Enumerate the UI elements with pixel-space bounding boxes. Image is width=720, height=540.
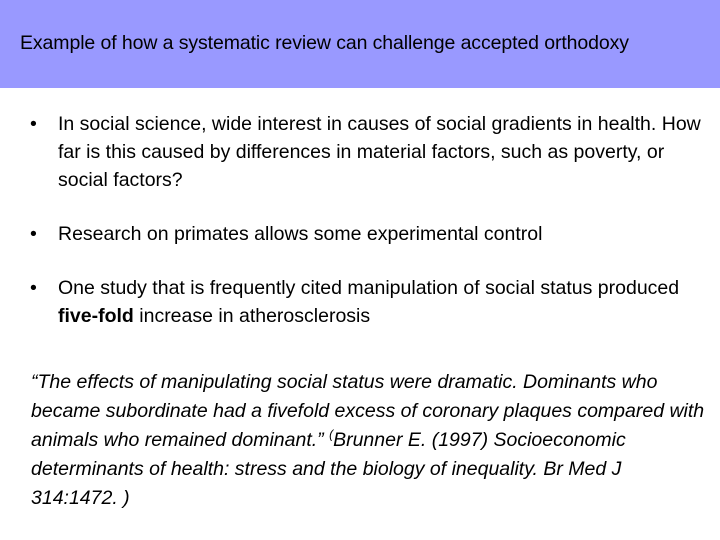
bullet-item — [30, 274, 710, 330]
bullet-item — [30, 110, 710, 194]
quote-block — [31, 368, 711, 513]
citation-mark: ( — [329, 427, 334, 442]
bullet-text-emphasis: five-fold — [58, 305, 134, 327]
quote-text: “The effects of manipulating social status were dramatic. Dominants who became subordinate had a fivefold excess of coronary plaques compared with animals who remained dominant.” — [31, 371, 705, 451]
bullet-item — [30, 220, 710, 248]
bullet-text: Research on primates allows some experimental control — [58, 223, 543, 245]
bullet-text-before: One study that is frequently cited manipulation of social status produced — [58, 277, 680, 299]
bullet-text: In social science, wide interest in causes of social gradients in health. How far is this caused by differences in material factors, such as poverty, or social factors? — [58, 113, 701, 191]
slide-title: Example of how a systematic review can challenge accepted orthodoxy — [20, 31, 629, 54]
bullet-marker: • — [30, 277, 37, 299]
bullet-text-after: increase in atherosclerosis — [133, 305, 371, 327]
bullet-list — [30, 110, 710, 330]
title-bar — [0, 0, 720, 88]
bullet-marker: • — [30, 223, 37, 245]
citation-text: Brunner E. (1997) Socioeconomic determinants of health: stress and the biology of inequality. Br Med J 314:1472. ) — [31, 429, 626, 509]
bullet-marker: • — [30, 113, 37, 135]
